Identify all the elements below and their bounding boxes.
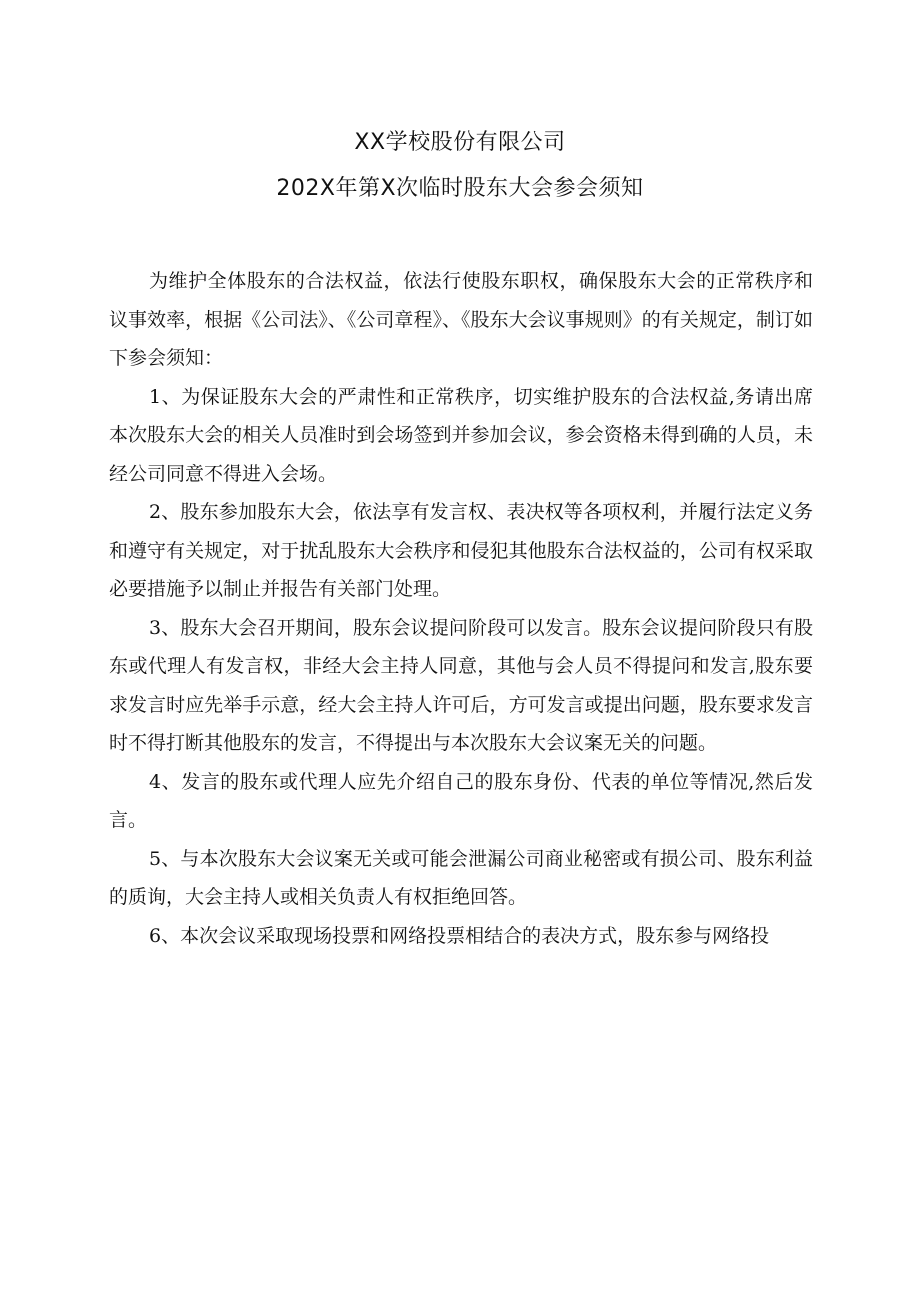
document-body — [109, 262, 813, 955]
paragraph-item-6: 6、本次会议采取现场投票和网络投票相结合的表决方式，股东参与网络投 — [149, 924, 770, 947]
title-meeting-notice: 202X年第X次临时股东大会参会须知 — [276, 176, 644, 201]
paragraph-intro: 为维护全体股东的合法权益，依法行使股东职权，确保股东大会的正常秩序和议事效率，根据《公司法》、《公司章程》、《股东大会议事规则》的有关规定，制订如下参会须知： — [109, 270, 813, 369]
paragraph-item-1: 1、为保证股东大会的严肃性和正常秩序，切实维护股东的合法权益,务请出席本次股东大会的相关人员准时到会场签到并参加会议，参会资格未得到确的人员，未经公司同意不得进入会场。 — [109, 385, 813, 485]
title-company-name: XX学校股份有限公司 — [354, 130, 566, 155]
paragraph-item-5: 5、与本次股东大会议案无关或可能会泄漏公司商业秘密或有损公司、股东利益的质询，大会主持人或相关负责人有权拒绝回答。 — [109, 847, 813, 908]
paragraph-item-4: 4、发言的股东或代理人应先介绍自己的股东身份、代表的单位等情况,然后发言。 — [109, 770, 813, 831]
paragraph-item-2: 2、股东参加股东大会，依法享有发言权、表决权等各项权利，并履行法定义务和遵守有关规定，对于扰乱股东大会秩序和侵犯其他股东合法权益的，公司有权采取必要措施予以制止并报告有关部门处理。 — [109, 501, 813, 600]
document-title — [0, 120, 920, 212]
paragraph-item-3: 3、股东大会召开期间，股东会议提问阶段可以发言。股东会议提问阶段只有股东或代理人有发言权，非经大会主持人同意，其他与会人员不得提问和发言,股东要求发言时应先举手示意，经大会主持人许可后，方可发言或提出问题，股东要求发言时不得打断其他股东的发言，不得提出与本次股东大会议案无关的问题。 — [109, 616, 813, 754]
